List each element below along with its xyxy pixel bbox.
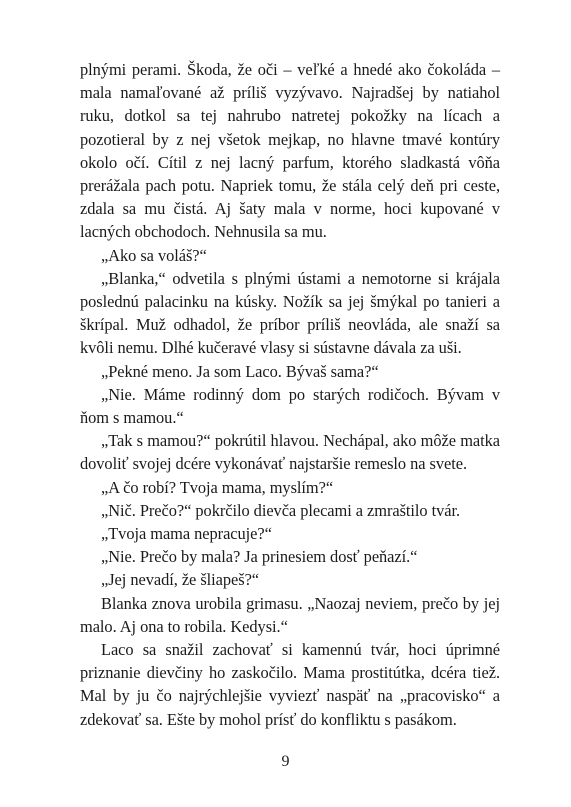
- paragraph: Laco sa snažil zachovať si kamennú tvár, hoci úprimné priznanie dievčiny ho zaskočilo. Mama prostitútka, dcéra tiež. Mal by ju čo najrýchlejšie vyviezť naspäť na „pracovisko“ a zdekovať sa. Ešte by mohol prísť do konfliktu s pasákom.: [80, 640, 500, 729]
- paragraph: Blanka znova urobila grimasu. „Naozaj neviem, prečo by jej malo. Aj ona to robila. Kedysi.“: [80, 593, 500, 636]
- page-number: 9: [281, 753, 290, 770]
- paragraph: „Nie. Prečo by mala? Ja prinesiem dosť peňazí.“: [101, 547, 418, 567]
- paragraph: „Jej nevadí, že šliapeš?“: [101, 570, 260, 590]
- paragraph: „Tvoja mama nepracuje?“: [101, 524, 272, 544]
- book-page: [80, 58, 500, 731]
- paragraph: „Nič. Prečo?“ pokrčilo dievča plecami a zmraštilo tvár.: [101, 500, 461, 520]
- paragraph: „Blanka,“ odvetila s plnými ústami a nemotorne si krájala poslednú palacinku na kúsky. Nožík sa jej šmýkal po tanieri a škrípal. Muž odhadol, že príbor príliš neovláda, ale snaží sa kvôli nemu. Dlhé kučeravé vlasy si sústavne dávala za uši.: [80, 268, 500, 358]
- paragraph: plnými perami. Škoda, že oči – veľké a hnedé ako čokoláda – mala namaľované až príliš vyzývavo. Najradšej by natiahol ruku, dotkol sa tej nahrubo natretej pokožky na lícach a pozotieral by z nej všetok mejkap, no hlavne tmavé kontúry okolo očí. Cítil z nej lacný parfum, ktorého sladkastá vôňa prerážala pach potu. Napriek tomu, že stála celý deň pri ceste, zdala sa mu čistá. Aj šaty mala v norme, hoci kupované v lacných obchodoch. Nehnusila sa mu.: [80, 60, 500, 242]
- paragraph: „Tak s mamou?“ pokrútil hlavou. Nechápal, ako môže matka dovoliť svojej dcére vykonávať najstaršie remeslo na svete.: [80, 431, 500, 474]
- paragraph: „Ako sa voláš?“: [101, 245, 207, 265]
- text-body: [80, 58, 500, 731]
- paragraph: „Nie. Máme rodinný dom po starých rodičoch. Bývam v ňom s mamou.“: [80, 384, 500, 428]
- paragraph: „A čo robí? Tvoja mama, myslím?“: [101, 477, 334, 497]
- paragraph: „Pekné meno. Ja som Laco. Bývaš sama?“: [101, 361, 379, 381]
